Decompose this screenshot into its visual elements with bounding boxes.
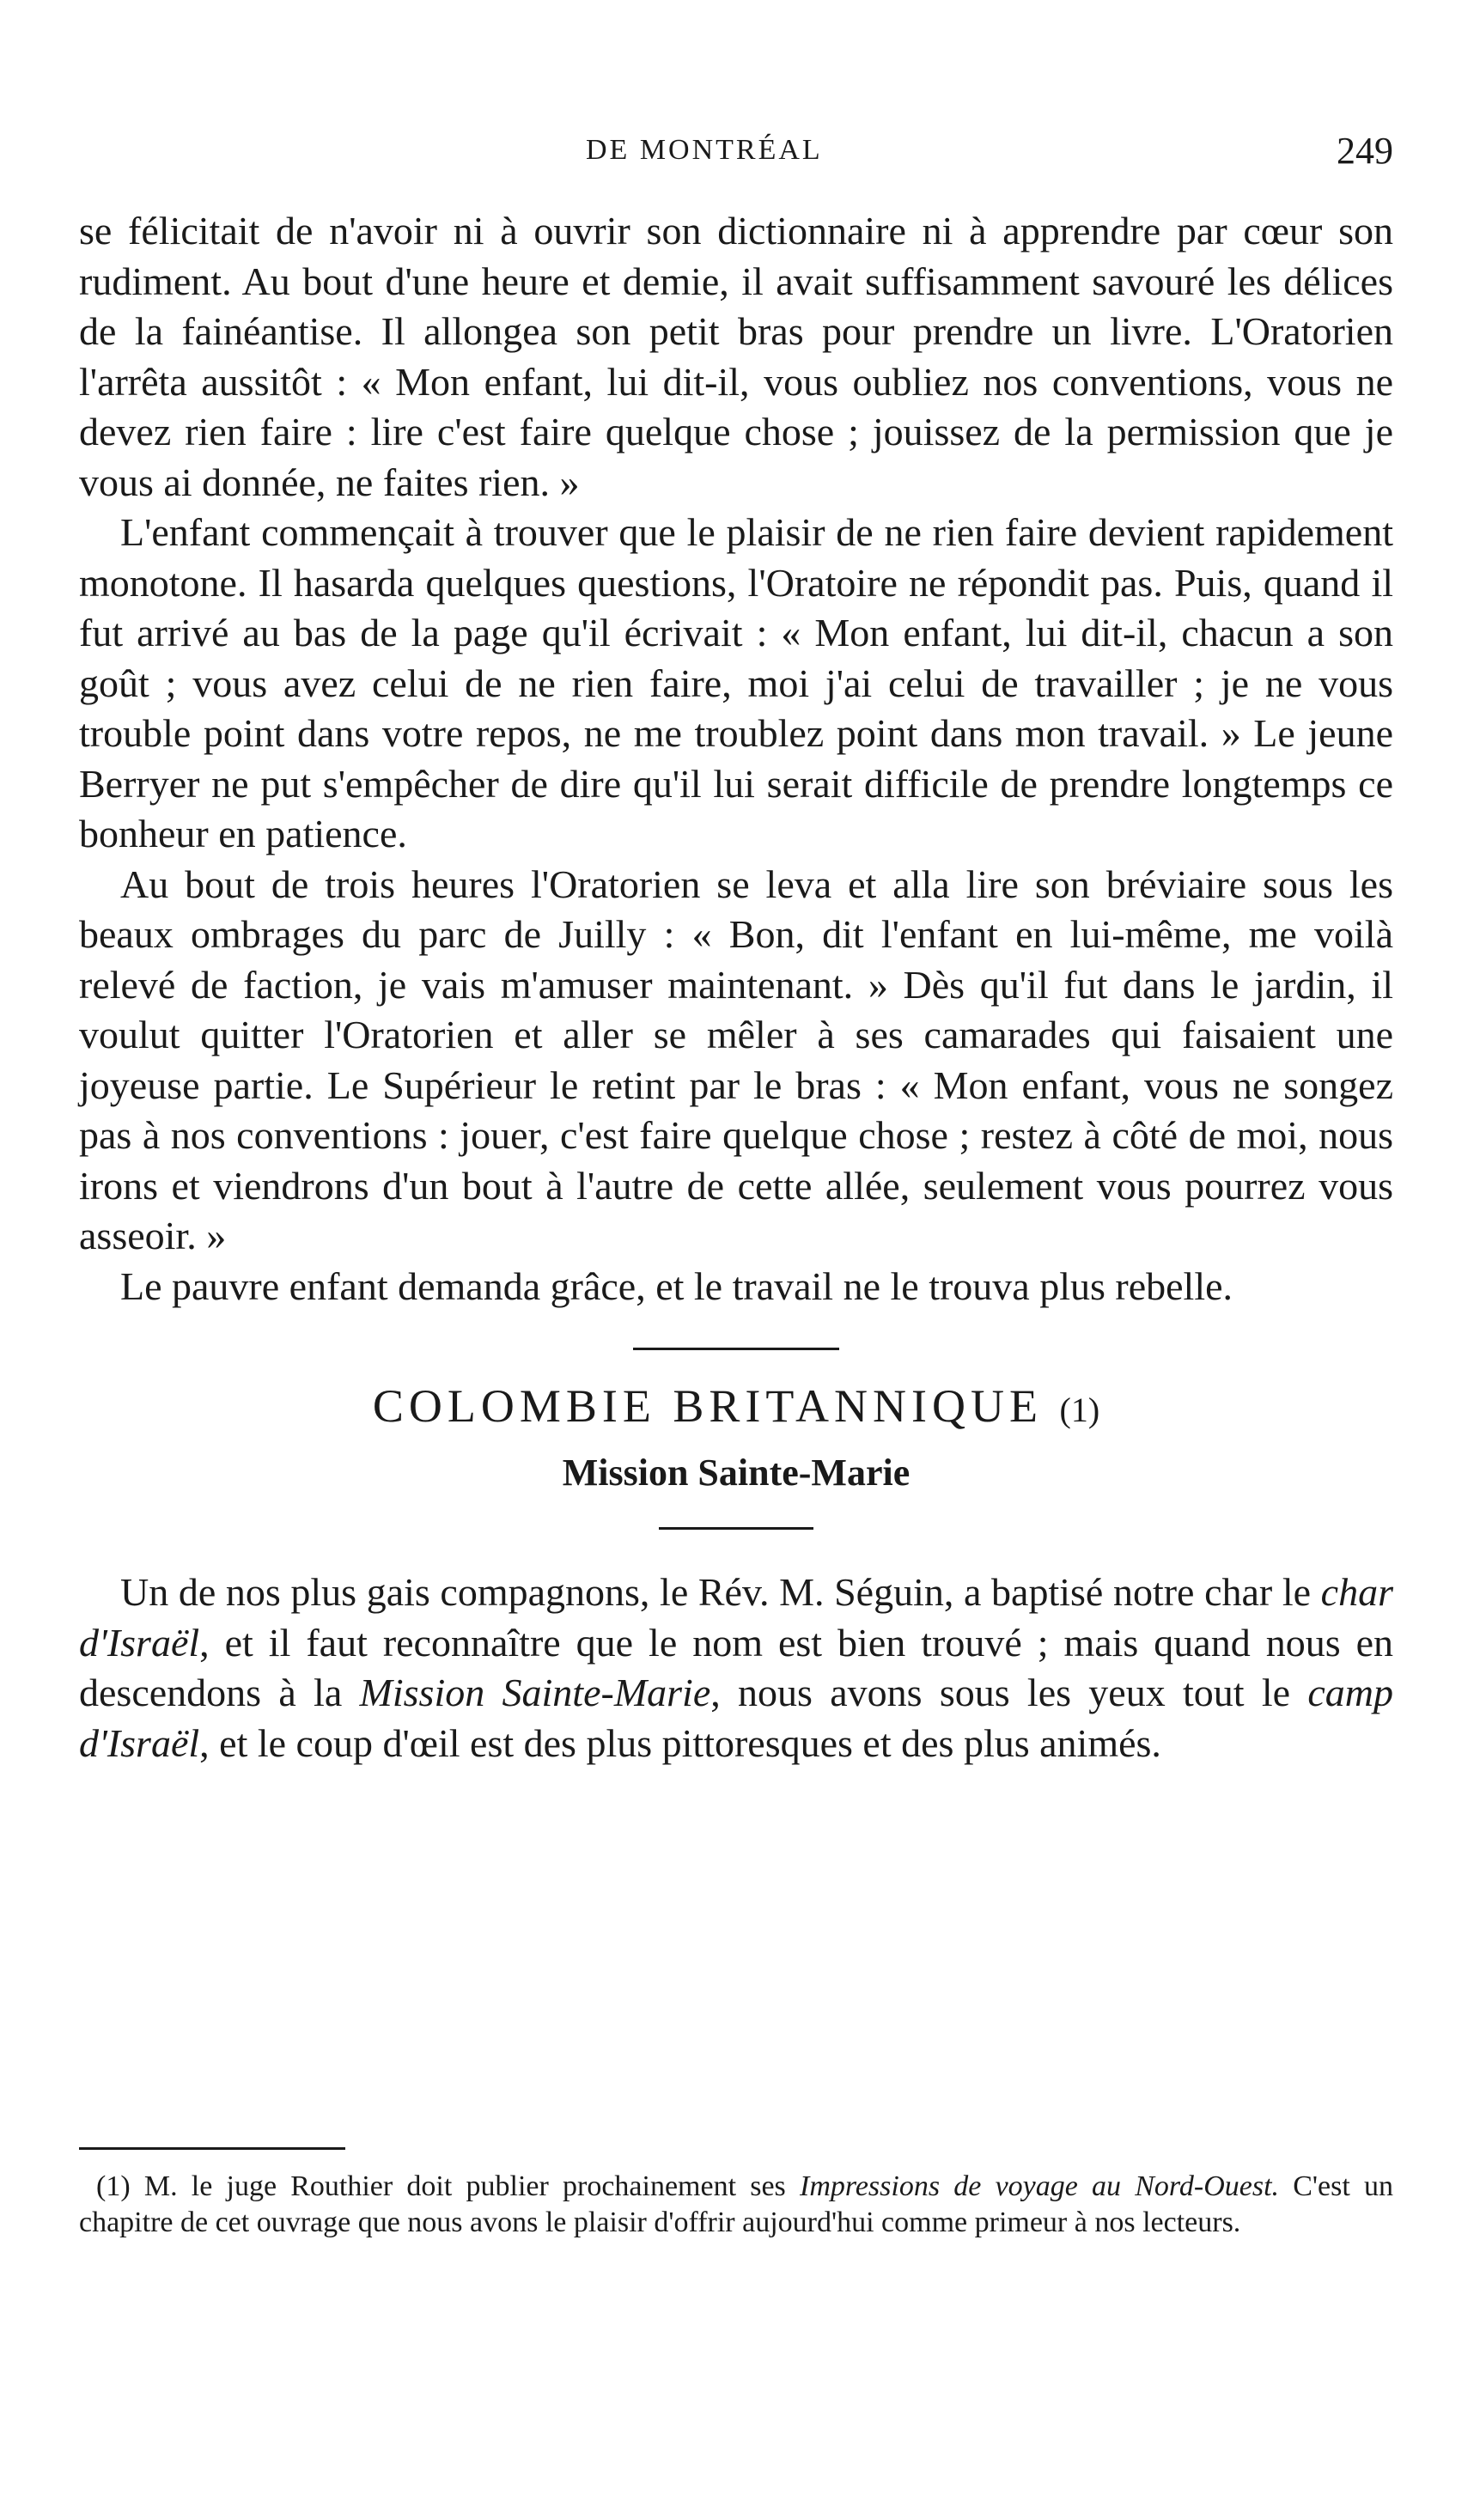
footnote [79,2169,1393,2241]
paragraph: Le pauvre enfant demanda grâce, et le travail ne le trouva plus rebelle. [120,1263,1233,1308]
section-subtitle: Mission Sainte-Marie [562,1451,911,1494]
book-page [79,0,1393,2520]
paragraph: Au bout de trois heures l'Oratorien se leva et alla lire son bréviaire sous les beaux ombrages du parc de Juilly : « Bon, dit l'enfant en lui-même, me voilà relevé de faction, je vais m'amuser maintenant. » Dès qu'il fut dans le jardin, il voulut quitter l'Oratorien et aller se mêler à ses camarades qui faisaient une joyeuse partie. Le Supérieur le retint par le bras : « Mon enfant, vous ne songez pas à nos conventions : jouer, c'est faire quelque chose ; restez à côté de moi, nous irons et viendrons d'un bout à l'autre de cette allée, seulement vous pourrez vous asseoir. » [79,861,1393,1257]
footnote-reference: (1) [1059,1391,1100,1429]
paragraph-continuation: se félicitait de n'avoir ni à ouvrir son dictionnaire ni à apprendre par cœur son rudiment. Au bout d'une heure et demie, il avait suffisamment savouré les délices de la fainéantise. Il allongea son petit bras pour prendre un livre. L'Oratorien l'arrêta aussitôt : « Mon enfant, lui dit-il, vous oubliez nos conventions, vous ne devez rien faire : lire c'est faire quelque chose ; jouissez de la permission que je vous ai donnée, ne faites rien. » [79,209,1393,504]
text-run: C'est un chapitre de cet ouvrage que nous avons le plaisir d'offrir aujourd'hui comme primeur à nos lecteurs. [79,2170,1393,2238]
page-number: 249 [1337,130,1393,172]
italic-run: Mission Sainte-Marie [359,1671,711,1714]
text-run: , et il faut reconnaître que le nom est bien trouvé ; mais quand nous en descendons à la [79,1620,1393,1714]
paragraph: L'enfant commençait à trouver que le plaisir de ne rien faire devient rapidement monotone. Il hasarda quelques questions, l'Oratoire ne répondit pas. Puis, quand il fut arrivé au bas de la page qu'il écrivait : « Mon enfant, lui dit-il, chacun a son goût ; vous avez celui de ne rien faire, moi j'ai celui de travailler ; je ne vous trouble point dans votre repos, ne me troublez point dans mon travail. » Le jeune Berryer ne put s'empêcher de dire qu'il lui serait difficile de prendre longtemps ce bonheur en patience. [79,510,1393,855]
footnotes [79,2147,1393,2241]
italic-run: camp d'Israël [79,1671,1393,1765]
footnote-rule [79,2147,345,2150]
running-title: DE MONTRÉAL [586,134,823,166]
subtitle-divider [659,1527,813,1530]
body-text [79,206,1393,1768]
mission-paragraph [79,1567,1393,1768]
italic-run: char d'Israël [79,1570,1393,1665]
section-divider [633,1348,839,1350]
text-run: Un de nos plus gais compagnons, le Rév. M. Séguin, a baptisé notre char le [120,1570,1321,1614]
section-title [79,1381,1393,1436]
section-title-text: COLOMBIE BRITANNIQUE [372,1380,1043,1432]
running-head [79,129,1393,180]
italic-run: Impressions de voyage au Nord-Ouest. [800,2170,1280,2202]
text-run: , et le coup d'œil est des plus pittoresques et des plus animés. [199,1720,1161,1765]
text-run: (1) M. le juge Routhier doit publier prochainement ses [96,2170,800,2202]
text-run: , nous avons sous les yeux tout le [710,1671,1308,1714]
